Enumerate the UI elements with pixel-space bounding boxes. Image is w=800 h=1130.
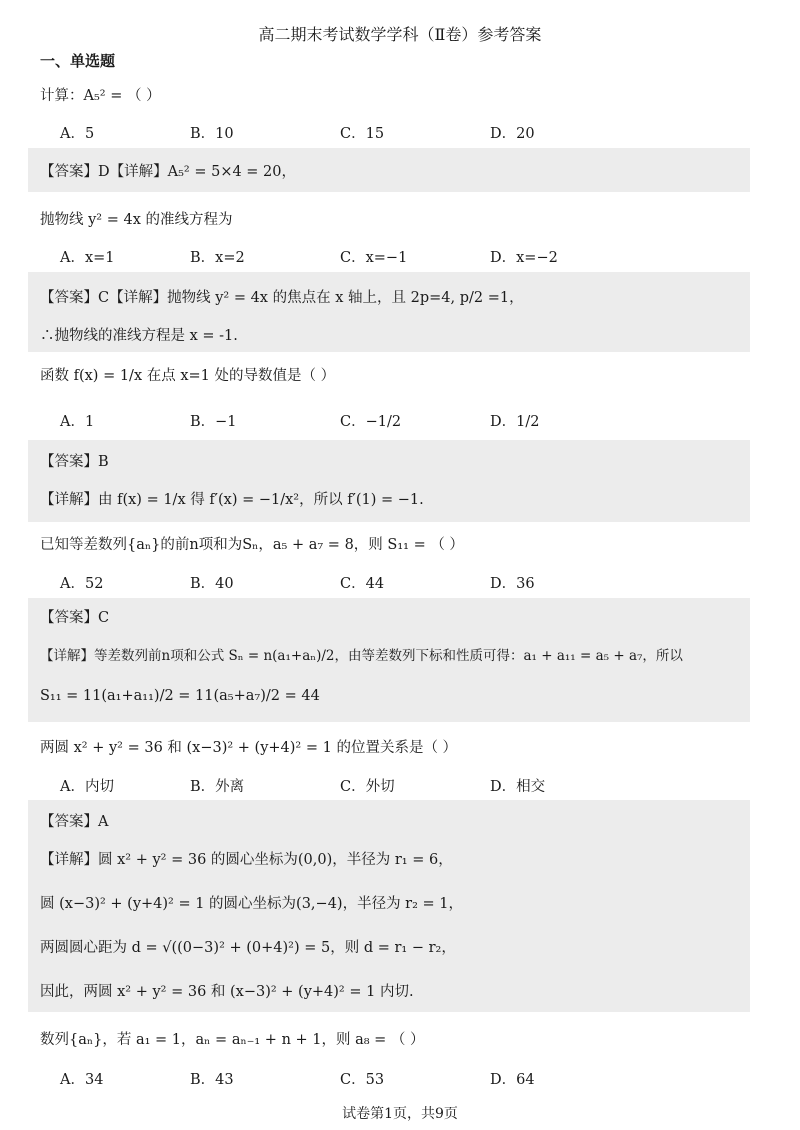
q3-answer: 【答案】B — [40, 454, 109, 470]
q3-option-b: B．−1 — [190, 414, 237, 430]
q5-answer-line5: 因此，两圆 x² + y² = 36 和 (x−3)² + (y+4)² = 1 内切. — [40, 984, 414, 1000]
q6-option-c: C．53 — [340, 1072, 385, 1088]
q1-option-b: B．10 — [190, 126, 234, 142]
question-6-stem: 数列{aₙ}，若 a₁ = 1，aₙ = aₙ₋₁ + n + 1，则 a₈ = （ ） — [40, 1032, 425, 1048]
question-1-stem: 计算：A₅² = （ ） — [40, 88, 161, 104]
document-title: 高二期末考试数学学科（Ⅱ卷）参考答案 — [258, 25, 542, 44]
q4-option-c: C．44 — [340, 576, 385, 592]
q1-option-d: D．20 — [490, 126, 535, 142]
q1-option-a: A．5 — [60, 126, 95, 142]
q4-answer-box — [28, 598, 750, 722]
q1-option-c: C．15 — [340, 126, 385, 142]
q2-option-a: A．x=1 — [60, 250, 115, 266]
q5-option-b: B．外离 — [190, 779, 245, 795]
question-3-stem: 函数 f(x) = 1/x 在点 x=1 处的导数值是（ ） — [40, 368, 336, 384]
question-5-stem: 两圆 x² + y² = 36 和 (x−3)² + (y+4)² = 1 的位置关系是（ ） — [40, 740, 458, 756]
q5-option-d: D．相交 — [490, 779, 546, 795]
q1-answer-box — [28, 148, 750, 192]
q2-option-b: B．x=2 — [190, 250, 245, 266]
q5-option-a: A．内切 — [60, 779, 114, 795]
section-heading: 一、单选题 — [40, 52, 116, 70]
q2-answer: 【答案】C【详解】抛物线 y² = 4x 的焦点在 x 轴上，且 2p=4, p/2 =1， — [40, 290, 524, 306]
q3-answer-line2: 【详解】由 f(x) = 1/x 得 f′(x) = −1/x²，所以 f′(1) = −1. — [40, 492, 424, 508]
q4-option-d: D．36 — [490, 576, 535, 592]
q5-answer-line4: 两圆圆心距为 d = √((0−3)² + (0+4)²) = 5，则 d = r₁ − r₂， — [40, 940, 456, 956]
q3-option-d: D．1/2 — [490, 414, 540, 430]
q1-answer: 【答案】D【详解】A₅² = 5×4 = 20， — [40, 164, 297, 180]
question-4-stem: 已知等差数列{aₙ}的前n项和为Sₙ，a₅ + a₇ = 8，则 S₁₁ = （ ） — [40, 537, 464, 553]
q2-option-c: C．x=−1 — [340, 250, 408, 266]
q6-option-a: A．34 — [60, 1072, 104, 1088]
q3-option-a: A．1 — [60, 414, 95, 430]
q2-answer-line2: ∴抛物线的准线方程是 x = -1. — [40, 328, 238, 344]
q4-option-a: A．52 — [60, 576, 104, 592]
q4-option-b: B．40 — [190, 576, 234, 592]
page-footer: 试卷第1页，共9页 — [342, 1106, 458, 1122]
q5-answer-line3: 圆 (x−3)² + (y+4)² = 1 的圆心坐标为(3,−4)，半径为 r₂ = 1， — [40, 896, 464, 912]
q3-answer-box — [28, 440, 750, 522]
q4-answer-line3: S₁₁ = 11(a₁+a₁₁)/2 = 11(a₅+a₇)/2 = 44 — [40, 688, 320, 704]
q4-answer-line2: 【详解】等差数列前n项和公式 Sₙ = n(a₁+aₙ)/2，由等差数列下标和性质可得：a₁ + a₁₁ = a₅ + a₇，所以 — [40, 648, 683, 664]
q4-answer: 【答案】C — [40, 610, 110, 626]
q2-answer-box — [28, 272, 750, 352]
q6-option-d: D．64 — [490, 1072, 535, 1088]
q2-option-d: D．x=−2 — [490, 250, 558, 266]
question-2-stem: 抛物线 y² = 4x 的准线方程为 — [40, 212, 233, 228]
q6-option-b: B．43 — [190, 1072, 234, 1088]
q5-answer: 【答案】A — [40, 814, 109, 830]
q5-answer-box — [28, 800, 750, 1012]
q5-answer-line2: 【详解】圆 x² + y² = 36 的圆心坐标为(0,0)，半径为 r₁ = 6， — [40, 852, 453, 868]
q3-option-c: C．−1/2 — [340, 414, 402, 430]
q5-option-c: C．外切 — [340, 779, 395, 795]
